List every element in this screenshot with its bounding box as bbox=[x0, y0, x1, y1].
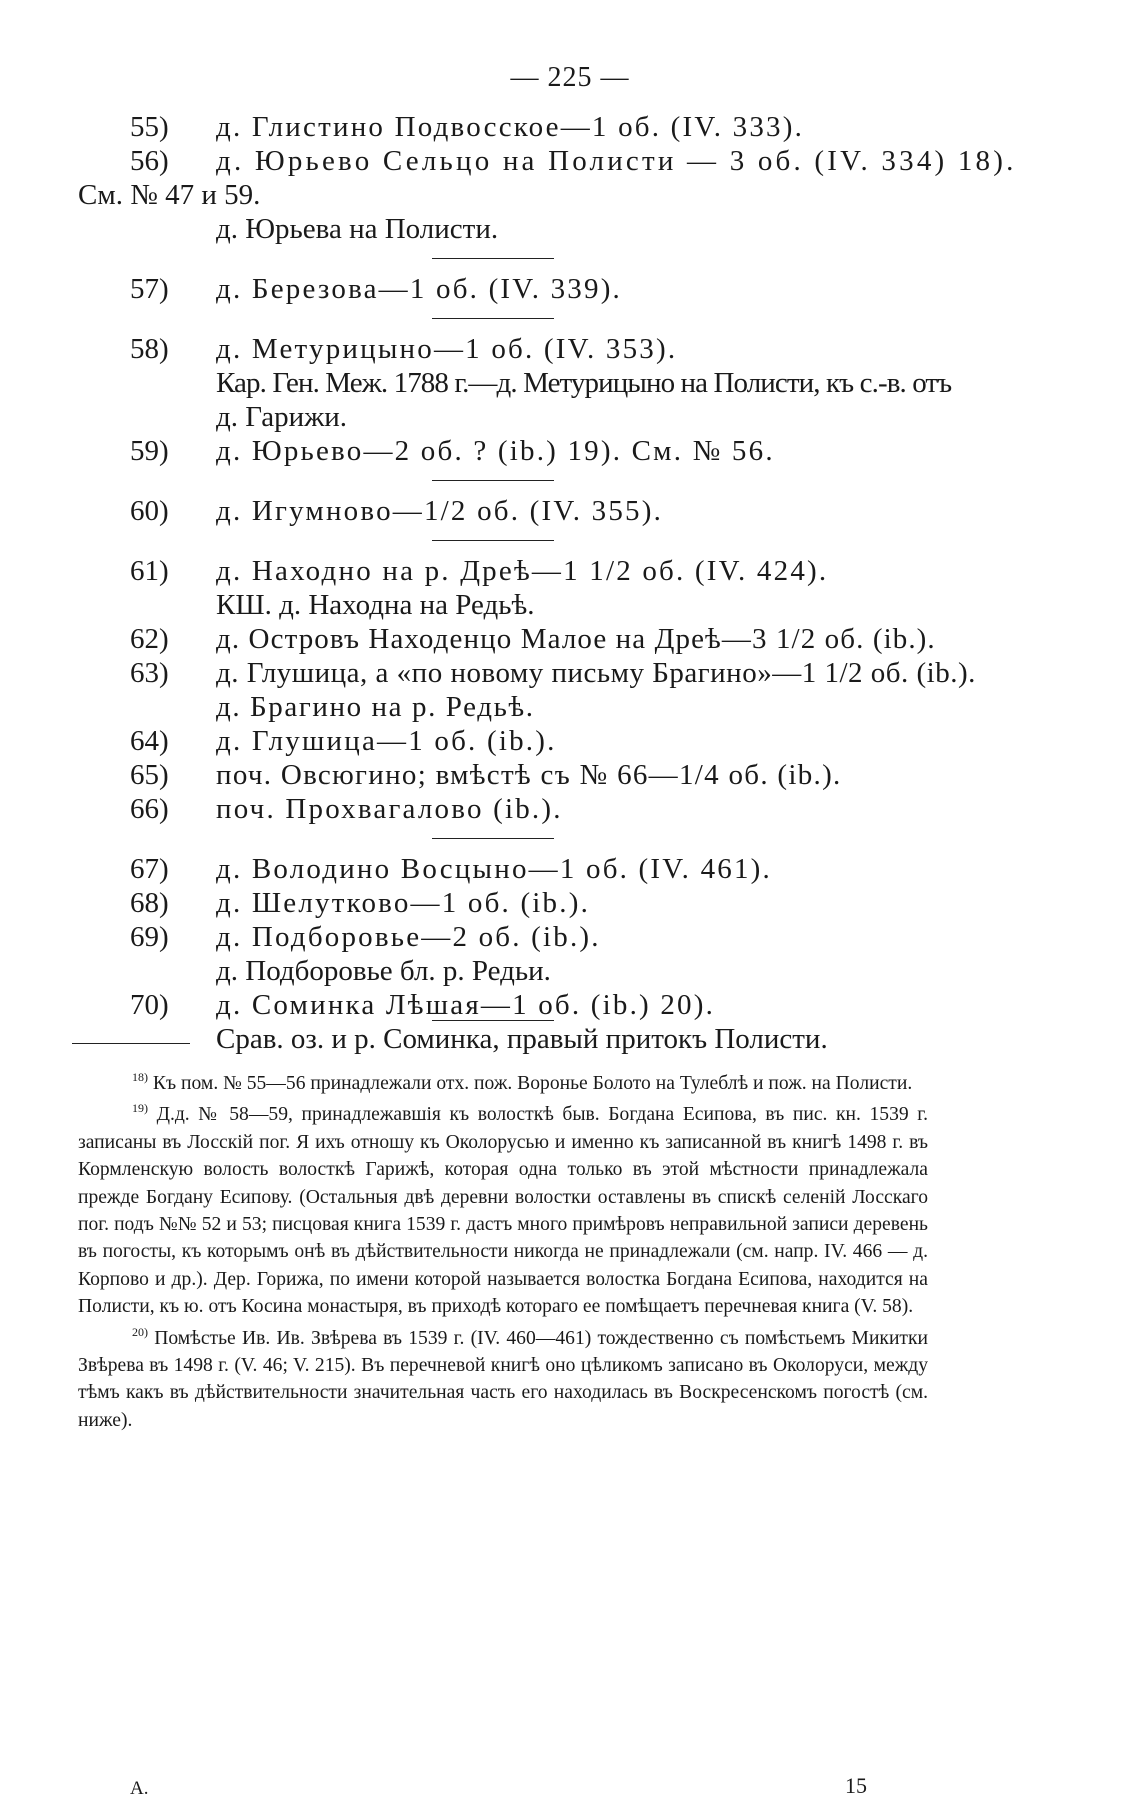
entry-line bbox=[0, 110, 1140, 144]
entry-line bbox=[0, 988, 1140, 1022]
entry-number: 59) bbox=[130, 435, 169, 467]
entry-line bbox=[0, 272, 1140, 306]
section-separator bbox=[0, 246, 1140, 272]
entry-number: 55) bbox=[130, 111, 169, 143]
entry-line bbox=[0, 724, 1140, 758]
entry-number: 65) bbox=[130, 759, 169, 791]
closing-rule bbox=[432, 1020, 554, 1021]
footnote bbox=[78, 1325, 928, 1435]
footnote-mark: 20) bbox=[132, 1324, 148, 1339]
entry-text: д. Юрьево—2 об. ? (ib.) 19). См. № 56. bbox=[216, 435, 775, 467]
entry-text: д. Игумново—1/2 об. (IV. 355). bbox=[216, 495, 664, 527]
entry-line bbox=[0, 886, 1140, 920]
footnote-text: Къ пом. № 55—56 принадлежали отх. пож. Воронье Болото на Тулеблѣ и пож. на Полисти. bbox=[152, 1073, 913, 1094]
entry-text: д. Юрьево Сельцо на Полисти — 3 об. (IV. 334) 18). bbox=[216, 145, 1017, 177]
entry-text: д. Островъ Находенцо Малое на Дреѣ—3 1/2 об. (ib.). bbox=[216, 623, 936, 655]
entry-text: д. Володино Восцыно—1 об. (IV. 461). bbox=[216, 853, 772, 885]
entry-line bbox=[0, 758, 1140, 792]
entry-line bbox=[0, 792, 1140, 826]
continuation-text: д. Юрьева на Полисти. bbox=[216, 213, 499, 245]
section-separator bbox=[0, 826, 1140, 852]
footnote-mark: 19) bbox=[132, 1101, 148, 1116]
footnote-text: Д.д. № 58—59, принадлежавшія къ волосткѣ быв. Богдана Есипова, въ пис. кн. 1539 г. записаны въ Лосскій пог. Я ихъ отношу къ Околорусью и именно къ записанной въ книгѣ 1498 г. въ Кормленскую волость волосткѣ Гарижѣ, которая одна только въ этой мѣстности принадлежала прежде Богдану Есипову. (Остальныя двѣ деревни волостки оставлены въ спискѣ селеній Лосскаго пог. подъ №№ 52 и 53; писцовая книга 1539 г. дастъ много примѣровъ неправильной записи деревень въ погосты, къ которымъ онѣ въ дѣйствительности никогда не принадлежали (см. напр. IV. 466 — д. Корпово и др.). Дер. Горижа, по имени которой называется волостка Богдана Есипова, находится на Полисти, къ ю. отъ Косина монастыря, въ приходѣ котораго ее помѣщаетъ перечневая книга (V. 58). bbox=[78, 1104, 928, 1318]
footnote-mark: 18) bbox=[132, 1070, 148, 1084]
entry-number: 56) bbox=[130, 145, 169, 177]
entry-line bbox=[0, 554, 1140, 588]
entry-continuation bbox=[0, 366, 1140, 400]
footnote bbox=[78, 1070, 928, 1097]
entry-number: 63) bbox=[130, 657, 169, 689]
signature-mark: А. bbox=[130, 1778, 149, 1799]
entry-continuation bbox=[0, 954, 1140, 988]
section-separator bbox=[0, 306, 1140, 332]
continuation-text: КШ. д. Находна на Редьѣ. bbox=[216, 589, 535, 621]
entry-line bbox=[0, 656, 1140, 690]
entry-line bbox=[0, 144, 1140, 178]
entry-line bbox=[0, 852, 1140, 886]
footnote-text: Помѣстье Ив. Ив. Звѣрева въ 1539 г. (IV. 460—461) тождественно съ помѣстьемъ Микитки Звѣрева въ 1498 г. (V. 46; V. 215). Въ перечневой книгѣ оно цѣликомъ записано въ Околоруси, между тѣмъ какъ въ дѣйствительности значительная часть его находилась въ Воскресенскомъ погостѣ (см. ниже). bbox=[78, 1327, 928, 1431]
continuation-text: Срав. оз. и р. Соминка, правый притокъ Полисти. bbox=[216, 1023, 828, 1055]
entry-text: д. Глушица, а «по новому письму Брагино»—1 1/2 об. (ib.). bbox=[216, 657, 976, 689]
footnotes bbox=[78, 1070, 928, 1438]
entry-continuation bbox=[0, 588, 1140, 622]
entry-text: поч. Овсюгино; вмѣстѣ съ № 66—1/4 об. (ib.). bbox=[216, 759, 842, 791]
entry-number: 61) bbox=[130, 555, 169, 587]
entry-text: д. Метурицыно—1 об. (IV. 353). bbox=[216, 333, 678, 365]
entry-number: 58) bbox=[130, 333, 169, 365]
entry-text: д. Глушица—1 об. (ib.). bbox=[216, 725, 557, 757]
continuation-text: д. Брагино на р. Редьѣ. bbox=[216, 691, 535, 723]
section-separator bbox=[0, 528, 1140, 554]
entry-line bbox=[0, 434, 1140, 468]
entry-number: 57) bbox=[130, 273, 169, 305]
entry-number: 60) bbox=[130, 495, 169, 527]
entry-text: д. Березова—1 об. (IV. 339). bbox=[216, 273, 623, 305]
entry-number: 68) bbox=[130, 887, 169, 919]
entry-text: д. Глистино Подвосское—1 об. (IV. 333). bbox=[216, 111, 805, 143]
continuation-text: д. Гарижи. bbox=[216, 401, 347, 433]
entry-continuation bbox=[0, 178, 1140, 212]
entry-text: д. Соминка Лѣшая—1 об. (ib.) 20). bbox=[216, 989, 716, 1021]
entry-text: поч. Прохвагалово (ib.). bbox=[216, 793, 563, 825]
continuation-text: См. № 47 и 59. bbox=[78, 179, 261, 211]
entry-line bbox=[0, 332, 1140, 366]
page-number: — 225 — bbox=[510, 62, 630, 93]
continuation-text: Кар. Ген. Меж. 1788 г.—д. Метурицыно на Полисти, къ с.-в. отъ bbox=[216, 367, 952, 399]
continuation-text: д. Подборовье бл. р. Редьи. bbox=[216, 955, 551, 987]
entry-number: 66) bbox=[130, 793, 169, 825]
entry-line bbox=[0, 494, 1140, 528]
entry-number: 69) bbox=[130, 921, 169, 953]
entry-continuation bbox=[0, 690, 1140, 724]
footnote-rule bbox=[72, 1043, 190, 1044]
entry-continuation bbox=[0, 1022, 1140, 1056]
folio-number: 15 bbox=[845, 1773, 867, 1798]
entry-text: д. Шелутково—1 об. (ib.). bbox=[216, 887, 591, 919]
entry-continuation bbox=[0, 212, 1140, 246]
footnote bbox=[78, 1101, 928, 1320]
entry-number: 67) bbox=[130, 853, 169, 885]
entry-text: д. Подборовье—2 об. (ib.). bbox=[216, 921, 601, 953]
entry-line bbox=[0, 622, 1140, 656]
entry-continuation bbox=[0, 400, 1140, 434]
entry-number: 62) bbox=[130, 623, 169, 655]
section-separator bbox=[0, 468, 1140, 494]
entry-line bbox=[0, 920, 1140, 954]
entry-text: д. Находно на р. Дреѣ—1 1/2 об. (IV. 424). bbox=[216, 555, 829, 587]
entry-number: 64) bbox=[130, 725, 169, 757]
entry-list bbox=[0, 110, 1140, 1056]
entry-number: 70) bbox=[130, 989, 169, 1021]
